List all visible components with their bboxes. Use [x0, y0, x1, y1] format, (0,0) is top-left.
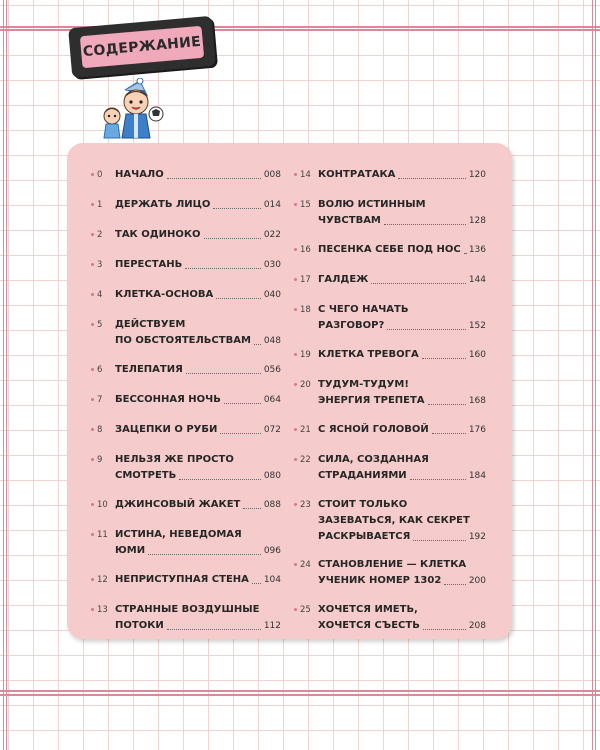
toc-entry[interactable]: [294, 272, 486, 288]
toc-bullet: [91, 398, 94, 401]
toc-page-number: 072: [263, 425, 281, 435]
toc-chapter-number: 6: [97, 365, 103, 375]
toc-bullet: [294, 203, 297, 206]
toc-chapter-number: 5: [97, 320, 103, 330]
toc-leader-dots: [398, 178, 465, 179]
toc-chapter-title: ЗАЗЕВАТЬСЯ, КАК СЕКРЕТ: [318, 515, 470, 526]
toc-chapter-number: 15: [300, 200, 311, 210]
toc-chapter-title: СИЛА, СОЗДАННАЯ: [318, 454, 429, 465]
toc-chapter-title: СМОТРЕТЬ: [115, 470, 177, 481]
toc-leader-dots: [432, 433, 466, 434]
toc-chapter-title: ТЕЛЕПАТИЯ: [115, 364, 183, 375]
toc-chapter-number: 18: [300, 305, 311, 315]
toc-leader-dots: [179, 479, 261, 480]
toc-bullet: [294, 428, 297, 431]
toc-chapter-title: С ЧЕГО НАЧАТЬ: [318, 304, 409, 315]
toc-page-number: 136: [468, 245, 486, 255]
toc-page-number: 128: [468, 216, 486, 226]
toc-bullet: [294, 308, 297, 311]
toc-chapter-title: СТРАДАНИЯМИ: [318, 470, 407, 481]
toc-chapter-title: ВОЛЮ ИСТИННЫМ: [318, 199, 426, 210]
cartoon-children-mascot-icon: [96, 78, 172, 140]
toc-chapter-number: 0: [97, 170, 103, 180]
toc-chapter-number: 10: [97, 500, 108, 510]
toc-entry[interactable]: [91, 497, 281, 513]
toc-entry[interactable]: [294, 347, 486, 363]
toc-leader-dots: [204, 238, 261, 239]
toc-bullet: [294, 353, 297, 356]
toc-page-number: 168: [468, 396, 486, 406]
toc-page-number: 030: [263, 260, 281, 270]
toc-page-number: 176: [468, 425, 486, 435]
toc-entry[interactable]: [294, 197, 486, 229]
toc-chapter-number: 20: [300, 380, 311, 390]
toc-page-number: 014: [263, 200, 281, 210]
toc-leader-dots: [243, 508, 260, 509]
toc-chapter-title: ПОТОКИ: [115, 620, 164, 631]
toc-leader-dots: [428, 404, 466, 405]
toc-chapter-number: 2: [97, 230, 103, 240]
toc-page-number: 208: [468, 621, 486, 631]
toc-chapter-number: 13: [97, 605, 108, 615]
toc-chapter-number: 24: [300, 560, 311, 570]
toc-chapter-number: 11: [97, 530, 108, 540]
toc-entry[interactable]: [91, 287, 281, 303]
toc-chapter-title: ЮМИ: [115, 545, 146, 556]
toc-entry[interactable]: [91, 197, 281, 213]
toc-bullet: [91, 173, 94, 176]
toc-chapter-number: 16: [300, 245, 311, 255]
toc-leader-dots: [444, 584, 466, 585]
toc-chapter-number: 4: [97, 290, 103, 300]
toc-chapter-number: 3: [97, 260, 103, 270]
toc-bullet: [91, 608, 94, 611]
toc-leader-dots: [423, 629, 466, 630]
page-border-right: [592, 0, 596, 750]
toc-entry[interactable]: [294, 302, 486, 334]
toc-chapter-title: ЗАЦЕПКИ О РУБИ: [115, 424, 218, 435]
toc-bullet: [294, 173, 297, 176]
toc-chapter-title: УЧЕНИК НОМЕР 1302: [318, 575, 442, 586]
toc-leader-dots: [148, 554, 261, 555]
toc-chapter-number: 22: [300, 455, 311, 465]
toc-page-number: 192: [468, 532, 486, 542]
toc-leader-dots: [410, 479, 466, 480]
toc-entry[interactable]: [294, 557, 486, 589]
toc-leader-dots: [186, 373, 261, 374]
toc-chapter-number: 12: [97, 575, 108, 585]
toc-bullet: [91, 233, 94, 236]
toc-leader-dots: [422, 358, 466, 359]
toc-page-number: 144: [468, 275, 486, 285]
toc-chapter-title: БЕССОННАЯ НОЧЬ: [115, 394, 221, 405]
toc-page-number: 112: [263, 621, 281, 631]
toc-leader-dots: [384, 224, 466, 225]
toc-chapter-title: СТОИТ ТОЛЬКО: [318, 499, 408, 510]
toc-chapter-title: РАСКРЫВАЕТСЯ: [318, 531, 411, 542]
toc-leader-dots: [387, 329, 466, 330]
toc-entry[interactable]: [91, 257, 281, 273]
toc-chapter-title: НЕПРИСТУПНАЯ СТЕНА: [115, 574, 249, 585]
toc-entry[interactable]: [294, 452, 486, 484]
toc-entry[interactable]: [294, 377, 486, 409]
toc-page-number: 104: [263, 575, 281, 585]
toc-chapter-number: 17: [300, 275, 311, 285]
toc-bullet: [294, 563, 297, 566]
toc-entry[interactable]: [294, 167, 486, 183]
toc-entry[interactable]: [294, 497, 486, 545]
toc-page-number: 008: [263, 170, 281, 180]
toc-leader-dots: [254, 344, 261, 345]
toc-leader-dots: [213, 208, 260, 209]
toc-chapter-title: ДЕЙСТВУЕМ: [115, 319, 186, 330]
toc-chapter-title: ДЖИНСОВЫЙ ЖАКЕТ: [115, 499, 241, 510]
toc-chapter-title: ИСТИНА, НЕВЕДОМАЯ: [115, 529, 242, 540]
toc-entry[interactable]: [91, 392, 281, 408]
toc-leader-dots: [252, 583, 261, 584]
toc-bullet: [91, 293, 94, 296]
toc-chapter-title: С ЯСНОЙ ГОЛОВОЙ: [318, 424, 429, 435]
toc-chapter-title: ХОЧЕТСЯ ИМЕТЬ,: [318, 604, 418, 615]
toc-page-number: 080: [263, 471, 281, 481]
toc-entry[interactable]: [91, 317, 281, 349]
toc-chapter-title: РАЗГОВОР?: [318, 320, 385, 331]
toc-bullet: [91, 458, 94, 461]
toc-entry[interactable]: [294, 242, 486, 258]
toc-chapter-title: КЛЕТКА ТРЕВОГА: [318, 349, 419, 360]
toc-leader-dots: [216, 298, 261, 299]
toc-chapter-title: ПЕСЕНКА СЕБЕ ПОД НОС: [318, 244, 461, 255]
toc-bullet: [91, 578, 94, 581]
toc-chapter-title: НЕЛЬЗЯ ЖЕ ПРОСТО: [115, 454, 234, 465]
toc-page-number: 022: [263, 230, 281, 240]
toc-chapter-number: 14: [300, 170, 311, 180]
toc-chapter-title: ПЕРЕСТАНЬ: [115, 259, 183, 270]
toc-entry[interactable]: [91, 527, 281, 559]
toc-bullet: [294, 383, 297, 386]
toc-chapter-number: 25: [300, 605, 311, 615]
toc-chapter-title: СТАНОВЛЕНИЕ — КЛЕТКА: [318, 559, 467, 570]
toc-chapter-title: ЭНЕРГИЯ ТРЕПЕТА: [318, 395, 425, 406]
toc-page-number: 056: [263, 365, 281, 375]
toc-page-number: 120: [468, 170, 486, 180]
toc-page-number: 200: [468, 576, 486, 586]
toc-chapter-number: 21: [300, 425, 311, 435]
toc-chapter-title: ГАЛДЕЖ: [318, 274, 369, 285]
toc-page-number: 088: [263, 500, 281, 510]
toc-entry[interactable]: [294, 422, 486, 438]
toc-chapter-title: ДЕРЖАТЬ ЛИЦО: [115, 199, 211, 210]
toc-bullet: [294, 608, 297, 611]
toc-page-number: 160: [468, 350, 486, 360]
toc-entry[interactable]: [91, 422, 281, 438]
toc-bullet: [91, 503, 94, 506]
toc-chapter-number: 1: [97, 200, 103, 210]
toc-page-number: 152: [468, 321, 486, 331]
toc-bullet: [294, 278, 297, 281]
toc-leader-dots: [167, 629, 261, 630]
toc-chapter-title: ТУДУМ-ТУДУМ!: [318, 379, 409, 390]
toc-page-number: 096: [263, 546, 281, 556]
toc-chapter-number: 8: [97, 425, 103, 435]
toc-chapter-number: 23: [300, 500, 311, 510]
toc-bullet: [91, 203, 94, 206]
toc-bullet: [294, 503, 297, 506]
toc-chapter-title: ПО ОБСТОЯТЕЛЬСТВАМ: [115, 335, 251, 346]
toc-entry[interactable]: [294, 602, 486, 634]
toc-leader-dots: [224, 403, 261, 404]
toc-leader-dots: [413, 540, 465, 541]
toc-leader-dots: [371, 283, 465, 284]
toc-bullet: [91, 263, 94, 266]
toc-bullet: [91, 368, 94, 371]
toc-chapter-number: 9: [97, 455, 103, 465]
toc-entry[interactable]: [91, 227, 281, 243]
toc-bullet: [91, 323, 94, 326]
page-border-bottom: [0, 690, 600, 696]
toc-chapter-title: КОНТРАТАКА: [318, 169, 396, 180]
toc-bullet: [91, 533, 94, 536]
toc-bullet: [91, 428, 94, 431]
toc-page-number: 040: [263, 290, 281, 300]
toc-page-number: 184: [468, 471, 486, 481]
toc-entry[interactable]: [91, 572, 281, 588]
toc-page-number: 048: [263, 336, 281, 346]
toc-chapter-title: ХОЧЕТСЯ СЪЕСТЬ: [318, 620, 420, 631]
toc-leader-dots: [464, 253, 466, 254]
toc-entry[interactable]: [91, 602, 281, 634]
toc-chapter-title: ЧУВСТВАМ: [318, 215, 381, 226]
toc-chapter-title: СТРАННЫЕ ВОЗДУШНЫЕ: [115, 604, 260, 615]
toc-chapter-title: ТАК ОДИНОКО: [115, 229, 201, 240]
toc-bullet: [294, 458, 297, 461]
toc-leader-dots: [185, 268, 261, 269]
toc-chapter-title: КЛЕТКА-ОСНОВА: [115, 289, 214, 300]
page-border-left: [3, 0, 7, 750]
toc-page-number: 064: [263, 395, 281, 405]
toc-entry[interactable]: [91, 452, 281, 484]
page-title: СОДЕРЖАНИЕ: [80, 26, 204, 69]
toc-chapter-number: 19: [300, 350, 311, 360]
toc-leader-dots: [220, 433, 260, 434]
toc-chapter-number: 7: [97, 395, 103, 405]
toc-chapter-title: НАЧАЛО: [115, 169, 164, 180]
toc-bullet: [294, 248, 297, 251]
toc-entry[interactable]: [91, 362, 281, 378]
toc-leader-dots: [167, 178, 261, 179]
toc-entry[interactable]: [91, 167, 281, 183]
